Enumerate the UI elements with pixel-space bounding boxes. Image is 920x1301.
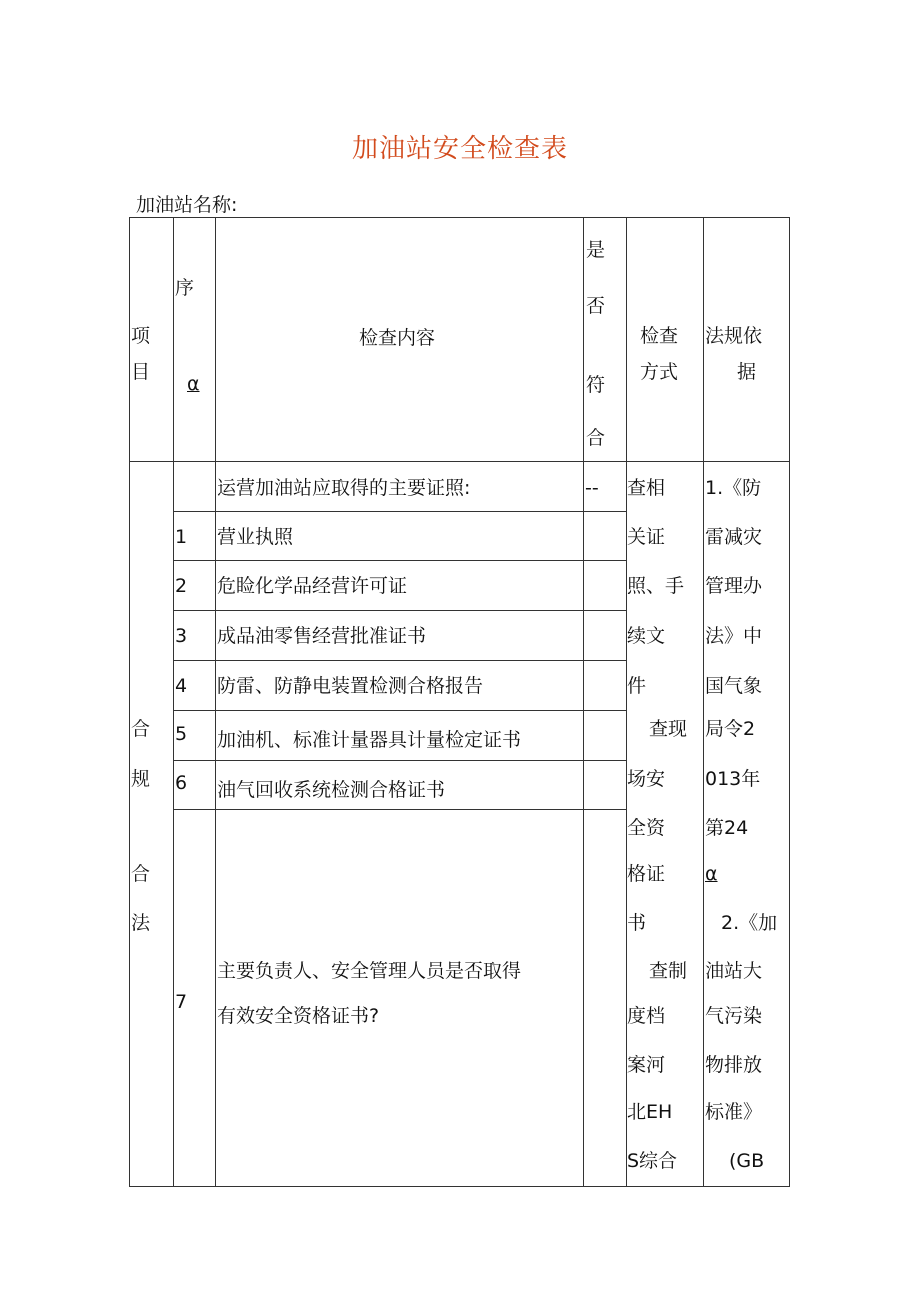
basis-line: 法》中 <box>705 625 763 647</box>
row-content: 加油机、标准计量器具计量检定证书 <box>217 729 522 751</box>
header-method-line2: 方式 <box>640 361 679 383</box>
row-line <box>173 560 626 561</box>
row-seq: 7 <box>175 991 188 1013</box>
method-line: 案河 <box>627 1054 666 1076</box>
basis-line: 国气象 <box>705 675 763 697</box>
basis-line: (GB <box>729 1150 765 1172</box>
row-seq: 6 <box>175 772 188 794</box>
basis-line: 013年 <box>705 768 761 790</box>
station-name-label: 加油站名称: <box>136 194 238 216</box>
row-seq: 5 <box>175 723 188 745</box>
row-line <box>173 710 626 711</box>
inspection-table <box>129 217 790 1187</box>
row-seq: 1 <box>175 526 188 548</box>
method-line: 全资 <box>627 817 666 839</box>
method-line: 场安 <box>627 768 666 790</box>
method-line: 查现 <box>649 718 688 740</box>
basis-line: 物排放 <box>705 1054 763 1076</box>
header-comply-1: 是 <box>586 239 606 261</box>
header-seq-line2: α <box>187 373 200 395</box>
method-line: 书 <box>627 912 647 934</box>
row-content-line2: 有效安全资格证书? <box>217 1005 380 1027</box>
category-char: 合 <box>131 718 151 740</box>
col-line-seq <box>215 217 216 1187</box>
row-line <box>173 809 626 810</box>
header-item-line1: 项 <box>131 325 151 347</box>
header-seq-line1: 序 <box>175 277 195 299</box>
basis-line: 第24 <box>705 817 749 839</box>
header-comply-2: 否 <box>586 295 606 317</box>
col-line-item <box>173 217 174 1187</box>
basis-line: 管理办 <box>705 575 763 597</box>
header-bottom-line <box>129 461 790 462</box>
method-line: 查制 <box>649 960 688 982</box>
row-content: 营业执照 <box>217 526 294 548</box>
header-basis-line2: 据 <box>737 361 757 383</box>
category-char: 合 <box>131 863 151 885</box>
header-method-line1: 检查 <box>640 325 679 347</box>
category-char: 规 <box>131 768 151 790</box>
page-title: 加油站安全检查表 <box>351 134 568 164</box>
table-border-left <box>129 217 130 1187</box>
row-line <box>173 610 626 611</box>
category-char: 法 <box>131 912 151 934</box>
basis-line: 气污染 <box>705 1005 763 1027</box>
basis-line: 标准》 <box>705 1101 763 1123</box>
row-seq: 4 <box>175 675 188 697</box>
table-border-right <box>789 217 790 1187</box>
method-line: 件 <box>627 675 647 697</box>
method-line: 度档 <box>627 1005 666 1027</box>
row-line <box>173 660 626 661</box>
table-border-top <box>129 217 790 218</box>
row-content-line1: 主要负责人、安全管理人员是否取得 <box>217 960 522 982</box>
method-line: 北EH <box>627 1101 673 1123</box>
basis-line: 局令2 <box>705 718 756 740</box>
col-line-comply <box>626 217 627 1187</box>
method-line: 续文 <box>627 625 666 647</box>
row-line <box>173 511 626 512</box>
header-comply-4: 合 <box>586 427 606 449</box>
row-seq: 3 <box>175 625 188 647</box>
method-line: S综合 <box>627 1150 678 1172</box>
method-line: 关证 <box>627 526 666 548</box>
row-content: 防雷、防静电装置检测合格报告 <box>217 675 484 697</box>
basis-line: 油站大 <box>705 960 763 982</box>
basis-line: 2.《加 <box>721 912 778 934</box>
table-border-bottom <box>129 1186 790 1187</box>
row-content: 运营加油站应取得的主要证照: <box>217 477 471 499</box>
method-line: 查相 <box>627 477 666 499</box>
row-comply: -- <box>585 477 599 499</box>
row-content: 成品油零售经营批准证书 <box>217 625 427 647</box>
row-line <box>173 760 626 761</box>
col-line-content <box>583 217 584 1187</box>
header-basis-line1: 法规依 <box>705 325 763 347</box>
basis-line: 雷减灾 <box>705 526 763 548</box>
row-content: 危睑化学品经营许可证 <box>217 575 408 597</box>
col-line-method <box>703 217 704 1187</box>
method-line: 格证 <box>627 863 666 885</box>
basis-line: α <box>705 863 718 885</box>
header-comply-3: 符 <box>586 374 606 396</box>
header-content: 检查内容 <box>359 327 436 349</box>
basis-line: 1.《防 <box>705 477 762 499</box>
row-content: 油气回收系统检测合格证书 <box>217 779 446 801</box>
method-line: 照、手 <box>627 575 685 597</box>
row-seq: 2 <box>175 575 188 597</box>
header-item-line2: 目 <box>131 361 151 383</box>
